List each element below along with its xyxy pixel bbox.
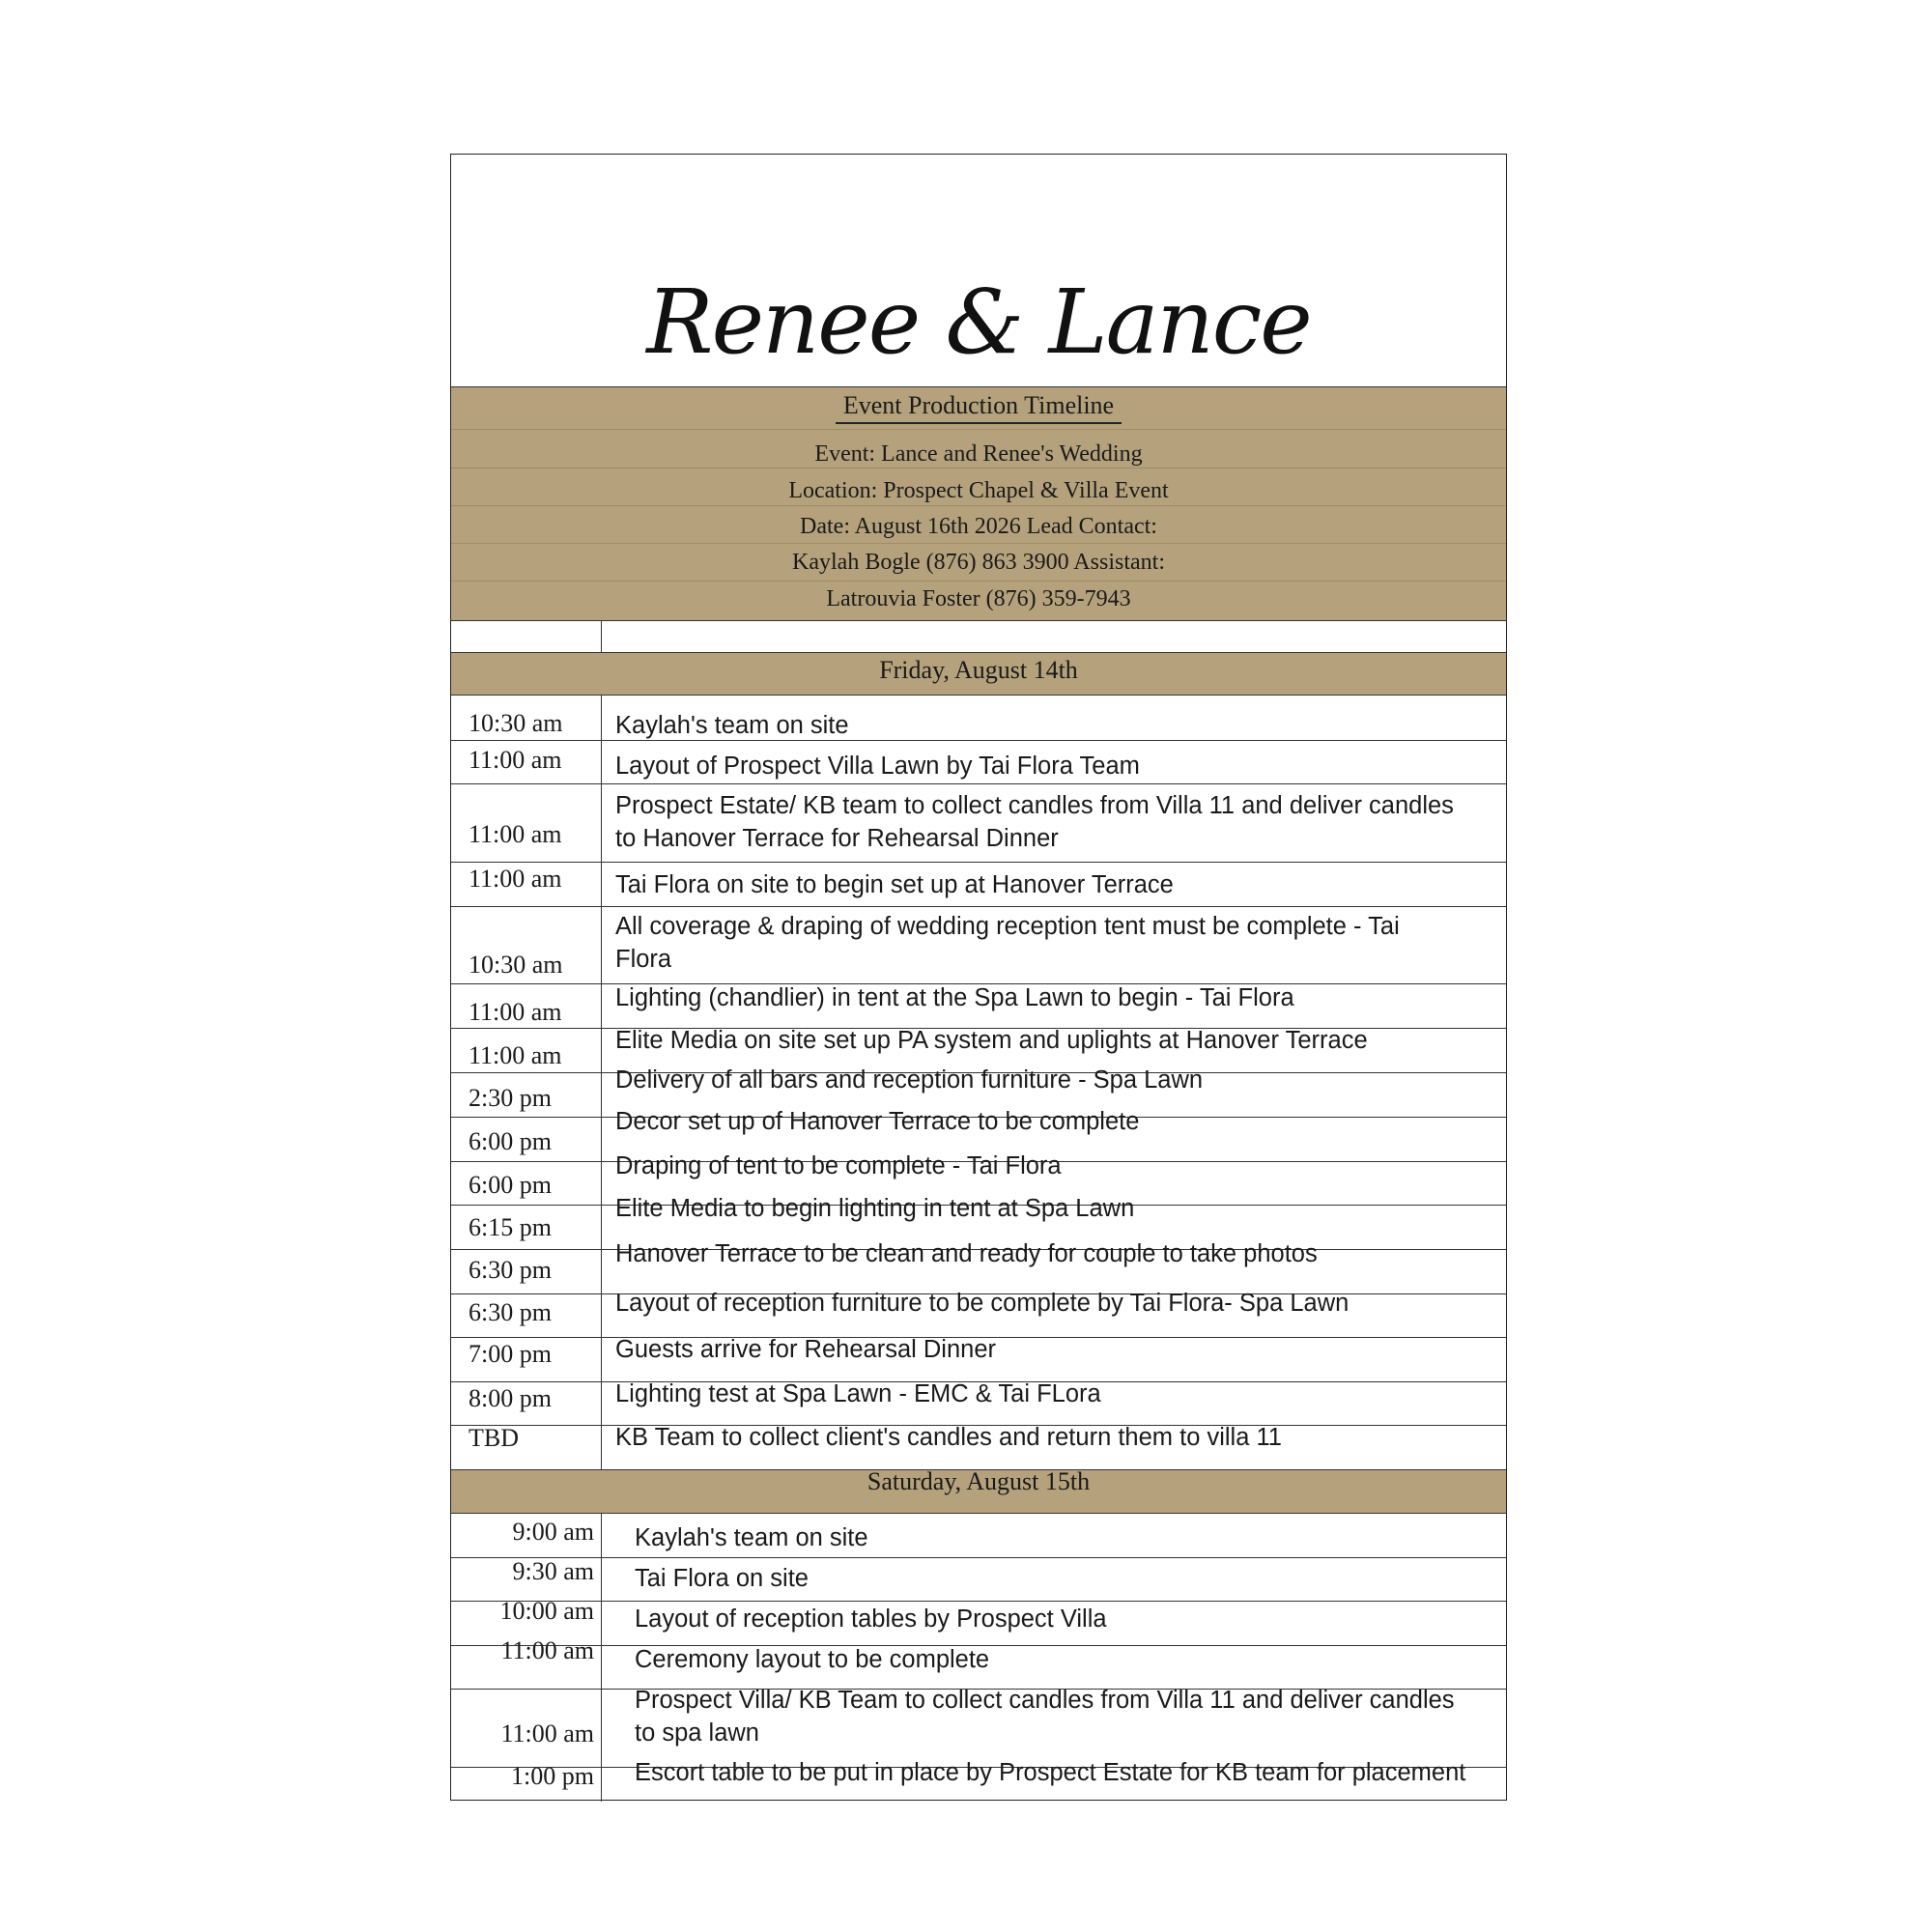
time-cell: 11:00 am [500, 1636, 594, 1664]
time-cell: 8:00 pm [469, 1384, 552, 1412]
description-cell: Lighting test at Spa Lawn - EMC & Tai FLora [615, 1380, 1101, 1407]
time-cell: 6:00 pm [469, 1127, 552, 1155]
time-cell: 10:00 am [499, 1597, 594, 1625]
subtitle-row [451, 389, 1506, 424]
table-row [451, 1290, 1506, 1338]
time-cell: 7:00 pm [469, 1340, 552, 1368]
saturday-heading: Saturday, August 15th [451, 1470, 1506, 1514]
description-cell: Tai Flora on site [635, 1565, 809, 1592]
timeline-document [450, 154, 1507, 1801]
time-cell: 6:30 pm [469, 1298, 552, 1326]
assistant-line: Latrouvia Foster (876) 359-7943 [826, 586, 1131, 611]
time-cell: 11:00 am [469, 998, 562, 1026]
description-cell: Decor set up of Hanover Terrace to be complete [615, 1108, 1140, 1135]
description-cell: Layout of reception furniture to be complete by Tai Flora- Spa Lawn [615, 1290, 1350, 1317]
time-cell: 11:00 am [500, 1719, 594, 1747]
description-cell: Escort table to be put in place by Prospect Estate for KB team for placement [635, 1759, 1466, 1786]
table-row [451, 984, 1506, 1029]
description-cell: Elite Media to begin lighting in tent at Spa Lawn [615, 1195, 1135, 1222]
description-cell: Draping of tent to be complete - Tai Flora [615, 1152, 1062, 1179]
event-line: Event: Lance and Renee's Wedding [814, 441, 1143, 467]
lead-contact-line: Kaylah Bogle (876) 863 3900 Assistant: [792, 550, 1165, 575]
time-cell: TBD [469, 1424, 519, 1452]
title-area [451, 155, 1506, 386]
time-cell: 6:15 pm [469, 1213, 552, 1241]
description-cell: Prospect Villa/ KB Team to collect candles from Villa 11 and deliver candles to spa lawn [635, 1687, 1455, 1747]
description-cell: KB Team to collect client's candles and return them to villa 11 [615, 1424, 1282, 1451]
date-contact-line: Date: August 16th 2026 Lead Contact: [800, 514, 1157, 539]
description-cell: All coverage & draping of wedding reception tent must be complete - Tai Flora [615, 913, 1400, 973]
spacer-row [451, 621, 1506, 653]
table-row [451, 1382, 1506, 1426]
table-row [451, 1338, 1506, 1382]
location-line: Location: Prospect Chapel & Villa Event [788, 478, 1169, 503]
table-row [451, 907, 1506, 984]
time-cell: 9:00 am [512, 1518, 594, 1546]
table-row [451, 1597, 1506, 1646]
description-cell: Guests arrive for Rehearsal Dinner [615, 1336, 996, 1363]
description-cell: Ceremony layout to be complete [635, 1646, 990, 1673]
description-cell: Lighting (chandlier) in tent at the Spa Lawn to begin - Tai Flora [615, 984, 1294, 1011]
event-info-band [451, 386, 1506, 621]
description-cell: Kaylah's team on site [635, 1524, 868, 1551]
subtitle: Event Production Timeline [836, 389, 1122, 424]
time-cell: 2:30 pm [469, 1084, 552, 1112]
time-cell: 10:30 am [469, 951, 563, 979]
description-cell: Prospect Estate/ KB team to collect candles from Villa 11 and deliver candles to Hanover Terrace for Rehearsal Dinner [615, 792, 1454, 852]
time-cell: 11:00 am [469, 1041, 562, 1069]
time-cell: 10:30 am [469, 709, 563, 737]
description-cell: Tai Flora on site to begin set up at Hanover Terrace [615, 871, 1174, 898]
time-cell: 6:30 pm [469, 1256, 552, 1284]
table-row [451, 741, 1506, 784]
time-cell: 11:00 am [469, 746, 562, 774]
couple-title: Renee & Lance [646, 270, 1311, 374]
time-cell: 9:30 am [512, 1557, 594, 1585]
time-cell: 11:00 am [469, 820, 562, 848]
time-cell: 6:00 pm [469, 1171, 552, 1199]
description-cell: Hanover Terrace to be clean and ready for couple to take photos [615, 1240, 1318, 1267]
table-row [451, 1514, 1506, 1558]
table-row [451, 1558, 1506, 1602]
description-cell: Layout of reception tables by Prospect Villa [635, 1605, 1107, 1633]
table-row [451, 1426, 1506, 1470]
table-row [451, 1759, 1506, 1802]
time-cell: 1:00 pm [511, 1762, 594, 1790]
table-row [451, 784, 1506, 863]
description-cell: Delivery of all bars and reception furniture - Spa Lawn [615, 1066, 1204, 1094]
table-row [451, 863, 1506, 907]
time-cell: 11:00 am [469, 865, 562, 893]
description-cell: Kaylah's team on site [615, 712, 849, 739]
friday-heading: Friday, August 14th [451, 653, 1506, 696]
table-row [451, 696, 1506, 741]
description-cell: Layout of Prospect Villa Lawn by Tai Flora Team [615, 753, 1140, 780]
description-cell: Elite Media on site set up PA system and uplights at Hanover Terrace [615, 1027, 1368, 1054]
